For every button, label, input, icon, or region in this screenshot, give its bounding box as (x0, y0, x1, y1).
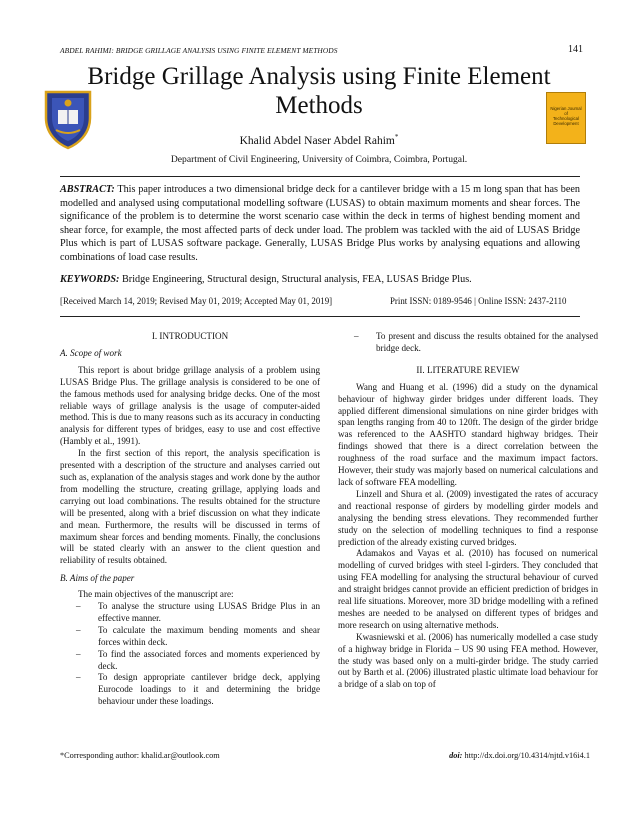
doi-label: doi: (449, 751, 463, 760)
review-paragraph-3: Adamakos and Vayas et al. (2010) has focused on numerical modelling of curved bridges with steel I-girders. They concluded that using FEA modelling for analysing the structural behaviour of curved and straight bridges cannot provide an efficient prediction of bridges in real life situations. Moreover, more 3D bridge modelling with a refined meshes are needed to be analysed on different types of bridges and more research on using alternative methods. (338, 548, 598, 630)
author-line (0, 133, 638, 147)
author-mark: * (394, 133, 399, 141)
page-number: 141 (568, 44, 583, 55)
aims-item-3: – To find the associated forces and moments experienced by deck. (60, 649, 320, 673)
doi-link[interactable]: http://dx.doi.org/10.4314/njtd.v16i4.1 (462, 751, 590, 760)
aims-heading: B. Aims of the paper (60, 573, 135, 584)
journal-cover-line-3: Technological (552, 116, 580, 121)
running-head: ABDEL RAHIMI: BRIDGE GRILLAGE ANALYSIS USING FINITE ELEMENT METHODS (60, 46, 338, 55)
review-paragraph-4: Kwasniewski et al. (2006) has numerically modelled a case study of a highway bridge in Florida – US 90 using FEA method. However, the study was based only on a multi-girder bridge. The study carried out by Barth et al. (2006) illustrated plastic ultimate load behaviour for a bridge of a slab on top of (338, 631, 598, 690)
right-column (338, 331, 598, 691)
journal-cover-line-2: of (564, 111, 568, 116)
keywords (60, 273, 580, 286)
title-line-1: Bridge Grillage Analysis using Finite Element (87, 63, 551, 90)
paper-title (80, 62, 558, 120)
scope-paragraph-2: In the first section of this report, the analysis specification is presented with a description of the structure and analyses carried out such as, explanation of the analysis stages and work done by the author from modelling the structure, creating grillage, applying loads and carrying out load combinations. The results obtained for the structure will be presented, along with a brief discussion on what they indicate and mean. Furthermore, the results will be discussed in terms of maximum shear forces and bending moments. Finally, the conclusions will be stated clearly with an answer to the client question and reliability of results obtained. (60, 448, 320, 566)
abstract (60, 183, 580, 265)
abstract-label: ABSTRACT: (60, 184, 115, 195)
aims-item-2: – To calculate the maximum bending moments and shear forces within deck. (60, 625, 320, 649)
review-heading: II. LITERATURE REVIEW (416, 364, 520, 375)
aims-item-5: – To present and discuss the results obtained for the analysed bridge deck. (338, 331, 598, 355)
keywords-text: Bridge Engineering, Structural design, Structural analysis, FEA, LUSAS Bridge Plus. (119, 274, 472, 285)
title-line-2: Methods (275, 92, 363, 119)
abstract-text: This paper introduces a two dimensional bridge deck for a cantilever bridge with a 15 m long span that has been modelled and analysed using computational modelling software (LUSAS) to obtain maximum moments and shear forces. The significance of the problem is to determine the worst scenario case within the deck in terms of highest bending moment and shear force, for example, the most affected parts of deck under load. The problem was tackled with the aid of LUSAS Bridge Plus which is part of LUSAS software package. Generally, LUSAS Bridge Plus works by analysing equations and allowing combinations of load case results. (60, 184, 580, 263)
scope-heading: A. Scope of work (60, 347, 122, 358)
corresponding-author: *Corresponding author: khalid.ar@outlook.com (60, 751, 220, 760)
scope-paragraph-1: This report is about bridge grillage analysis of a problem using LUSAS Bridge Plus. The grillage analysis is considered to be one of the famous methods used for analysing bridge decks. One of the most reliable ways of grillage analysis is the usage of computer-aided method. This is due to many reasons such as its accuracy in conducting analysis for different types of bridges, easy to use and cost effective (Hambly et al., 1991). (60, 364, 320, 447)
bottom-divider (60, 316, 580, 317)
aims-list (60, 601, 320, 708)
aims-item-4: – To design appropriate cantilever bridge deck, applying Eurocode loadings to it and determining the bridge behaviour under these loadings. (60, 672, 320, 708)
aims-intro: The main objectives of the manuscript are: (78, 589, 234, 600)
issn-info: Print ISSN: 0189-9546 | Online ISSN: 2437-2110 (390, 296, 567, 306)
received-dates: [Received March 14, 2019; Revised May 01, 2019; Accepted May 01, 2019] (60, 296, 333, 306)
journal-cover-line-1: Nigerian Journal (550, 106, 582, 111)
doi-line (400, 751, 590, 760)
keywords-label: KEYWORDS: (60, 274, 120, 285)
journal-cover-line-4: Development (553, 121, 579, 126)
left-column (60, 331, 320, 708)
aims-item-1: – To analyse the structure using LUSAS Bridge Plus in an effective manner. (60, 601, 320, 625)
author-name: Khalid Abdel Naser Abdel Rahim (239, 134, 395, 147)
intro-heading: I. INTRODUCTION (151, 331, 229, 341)
affiliation: Department of Civil Engineering, University of Coimbra, Coimbra, Portugal. (170, 154, 468, 165)
top-divider (60, 176, 580, 177)
review-paragraph-2: Linzell and Shura et al. (2009) investigated the rates of accuracy and reactional response of girders by modelling girder models and analysing the bending stress elevations. They recommended further study on the selection of modelling techniques to find a response prediction of the already existing curved bridges. (338, 488, 598, 547)
review-paragraph-1: Wang and Huang et al. (1996) did a study on the dynamical behaviour of highway girder bridges under different loads. They applied different dimensional simulations on nine girder bridges with span lengths ranging from 40 to 120ft. The design of the girder bridge was referenced to the AASHTO standard highway bridges. Their findings showed that there is a direct correlation between the roughness of the road surface and the maximum impact factors. However, their study was majorly based on numerical calculations and lack of software FEA modelling. (338, 381, 598, 487)
aims-list-continued (338, 331, 598, 355)
